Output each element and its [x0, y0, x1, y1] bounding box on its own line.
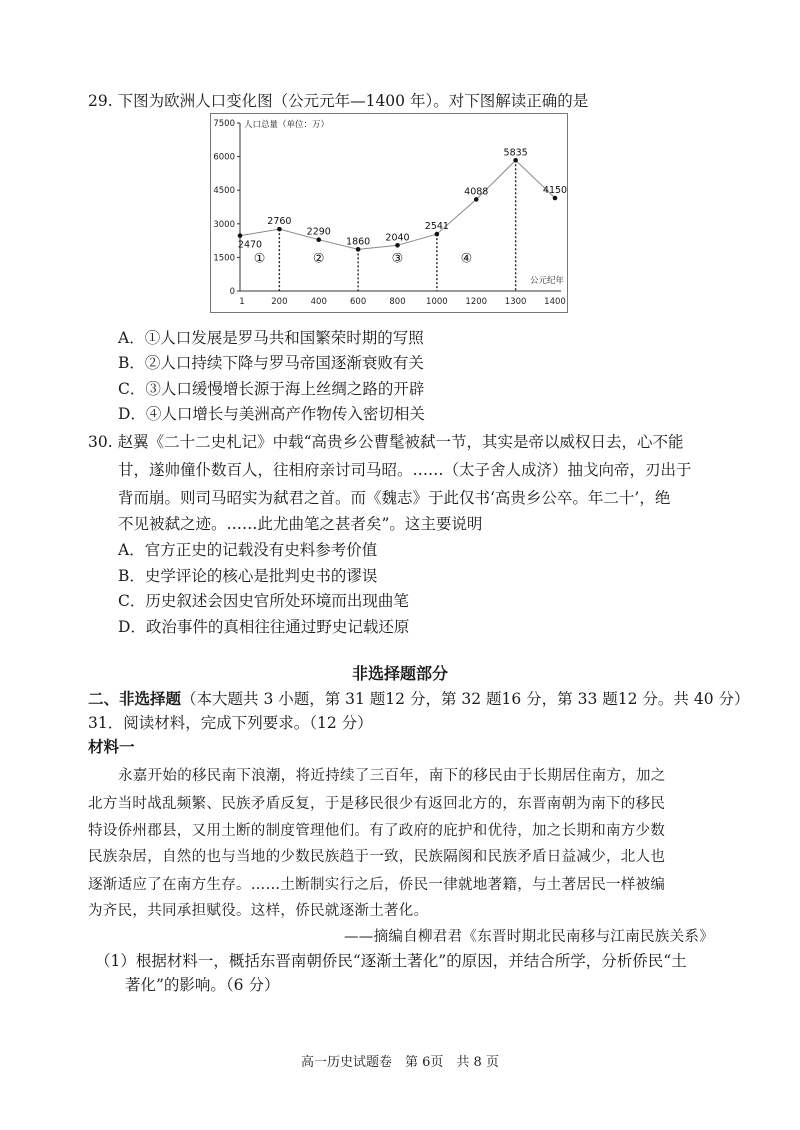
material-1-line-4: 民族杂居，自然的也与当地的少数民族趋于一致，民族隔阂和民族矛盾日益减少，北人也	[88, 849, 666, 865]
question-30-line-4: 不见被弑之迹。……此尤曲笔之甚者矣”。这主要说明	[118, 515, 483, 533]
data-point	[316, 237, 321, 242]
x-tick-label: 600	[350, 297, 367, 307]
section-heading-label: 二、非选择题	[88, 689, 182, 708]
x-tick-label: 1200	[465, 297, 488, 307]
question-29-stem: 29. 下图为欧洲人口变化图（公元元年—1400 年）。对下图解读正确的是	[88, 92, 589, 110]
period-label: ④	[460, 251, 473, 267]
y-tick-label: 4500	[213, 186, 235, 197]
x-tick-label: 1	[239, 297, 245, 307]
data-point	[513, 158, 518, 163]
data-point	[553, 196, 558, 201]
x-tick-label: 200	[271, 297, 288, 307]
x-axis-title: 公元纪年	[529, 276, 565, 286]
section-title: 非选择题部分	[351, 664, 448, 683]
page-footer: 高一历史试题卷 第 6页 共 8 页	[301, 1055, 499, 1070]
material-1-source: ——摘编自柳君君《东晋时期北民南移与江南民族关系》	[344, 929, 714, 945]
data-label: 4088	[464, 186, 489, 198]
question-31-sub1-line-2: 著化”的影响。（6 分）	[125, 976, 280, 994]
data-label: 2760	[267, 216, 292, 228]
y-tick-label: 1500	[213, 253, 235, 264]
material-1-line-5: 逐渐适应了在南方生存。……土断制实行之后，侨民一律就地著籍，与土著居民一样被编	[88, 877, 666, 893]
q29-option-c: C．③人口缓慢增长源于海上丝绸之路的开辟	[118, 380, 425, 398]
material-1-line-2: 北方当时战乱频繁、民族矛盾反复，于是移民很少有返回北方的，东晋南朝为南下的移民	[88, 796, 666, 812]
question-30-line-3: 背而崩。则司马昭实为弑君之首。而《魏志》于此仅书‘高贵乡公卒。年二十’，绝	[118, 489, 671, 507]
material-1-line-1: 永嘉开始的移民南下浪潮，将近持续了三百年，南下的移民由于长期居住南方，加之	[118, 768, 666, 784]
data-label: 1860	[346, 236, 371, 248]
data-point	[435, 232, 440, 237]
y-tick-label: 6000	[213, 152, 235, 163]
material-1-line-3: 特设侨州郡县，又用土断的制度管理他们。有了政府的庇护和优待，加之长期和南方少数	[88, 823, 666, 839]
y-tick-label: 3000	[213, 219, 235, 230]
data-label: 2290	[306, 226, 331, 238]
q30-option-c: C．历史叙述会因史官所处环境而出现曲笔	[118, 592, 409, 610]
section-heading	[88, 689, 750, 709]
data-point	[395, 243, 400, 248]
question-30-line-2: 甘，遂帅僮仆数百人，往相府亲讨司马昭。……（太子舍人成济）抽戈向帝，刃出于	[118, 461, 692, 479]
data-point	[277, 227, 282, 232]
x-tick-label: 400	[310, 297, 327, 307]
q30-option-d: D．政治事件的真相往往通过野史记载还原	[118, 618, 410, 636]
x-tick-label: 1300	[504, 297, 527, 307]
data-label: 4150	[542, 185, 568, 197]
period-label: ②	[312, 251, 325, 267]
x-tick-label: 800	[389, 297, 406, 307]
period-label: ①	[253, 251, 266, 267]
y-tick-label: 0	[229, 287, 235, 297]
x-tick-label: 1000	[426, 297, 448, 307]
q30-option-b: B．史学评论的核心是批判史书的谬误	[118, 567, 378, 585]
material-1-label: 材料一	[88, 737, 135, 756]
data-label: 2040	[385, 232, 410, 244]
question-31-stem: 31．阅读材料，完成下列要求。（12 分）	[88, 714, 373, 732]
y-tick-label: 7500	[213, 119, 235, 129]
question-31-sub1-line-1: （1）根据材料一，概括东晋南朝侨民“逐渐土著化”的原因，并结合所学，分析侨民“土	[95, 952, 687, 970]
data-label: 5835	[503, 147, 528, 159]
q29-option-d: D．④人口增长与美洲高产作物传入密切相关	[118, 405, 425, 423]
population-chart	[210, 113, 568, 313]
data-point	[356, 247, 361, 252]
y-axis-title: 人口总量（单位：万）	[244, 120, 330, 130]
section-heading-detail: （本大题共 3 小题，第 31 题12 分，第 32 题16 分，第 33 题12 分。共 40 分）	[181, 690, 750, 708]
q29-option-a: A．①人口发展是罗马共和国繁荣时期的写照	[118, 329, 424, 347]
q30-option-a: A．官方正史的记载没有史料参考价值	[118, 541, 378, 559]
material-1-line-6: 为齐民，共同承担赋役。这样，侨民就逐渐土著化。	[88, 903, 429, 919]
x-tick-label: 1400	[544, 297, 566, 307]
period-label: ③	[391, 251, 404, 267]
question-30-line-1: 30. 赵翼《二十二史札记》中载“高贵乡公曹髦被弑一节，其实是帝以威权日去，心不能	[88, 433, 684, 451]
data-point	[238, 233, 243, 238]
data-label: 2470	[237, 239, 263, 251]
q29-option-b: B．②人口持续下降与罗马帝国逐渐衰败有关	[118, 354, 424, 372]
data-label: 2541	[424, 221, 449, 233]
data-point	[474, 197, 479, 202]
